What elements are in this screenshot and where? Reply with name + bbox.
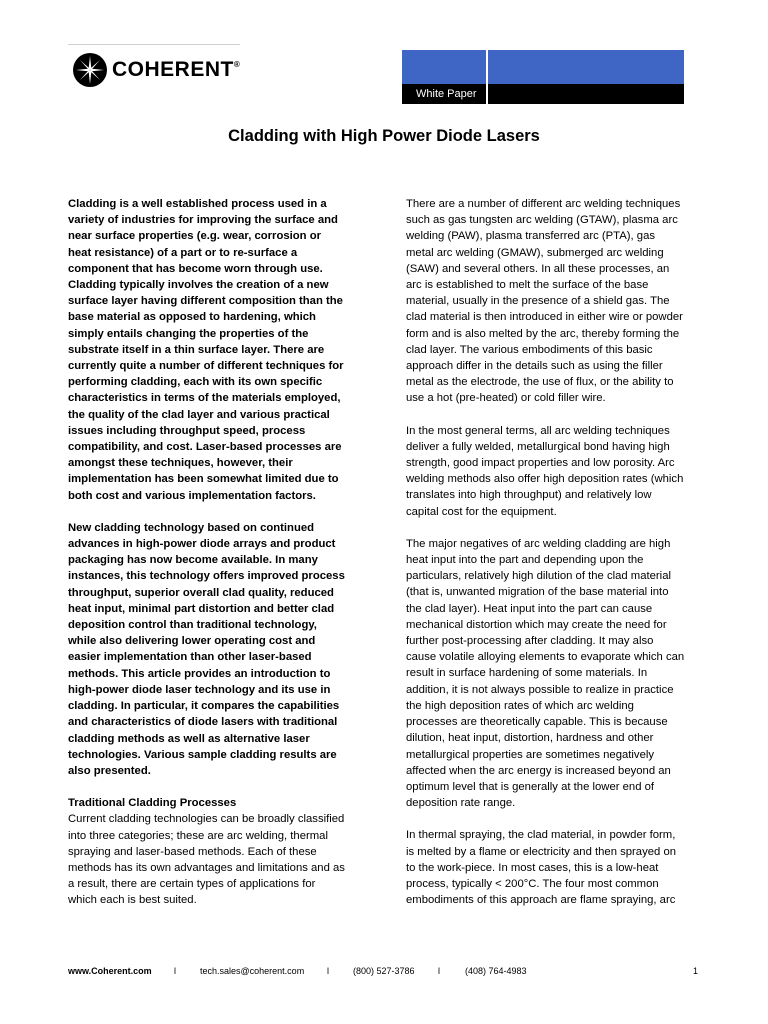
- text-line: easier implementation than other laser-based: [68, 651, 312, 664]
- text-line: clad material is then introduced in either wire or powder: [406, 311, 683, 324]
- text-line: the high deposition rates of which arc welding: [406, 699, 634, 712]
- page-footer: [68, 966, 700, 980]
- text-line: methods has its own advantages and limitations and as: [68, 861, 345, 874]
- text-line: (that is, unwanted migration of the base material into: [406, 586, 669, 599]
- text-line: technologies. Various sample cladding results are: [68, 748, 337, 761]
- text-line: metal arc welding (GMAW), submerged arc welding: [406, 246, 664, 259]
- text-line: New cladding technology based on continued: [68, 521, 315, 534]
- text-line: further post-processing after cladding. It may also: [406, 635, 654, 648]
- text-line: both cost and various implementation factors.: [68, 489, 316, 502]
- text-line: (SAW) and several others. In all these processes, an: [406, 262, 670, 275]
- text-line: deposition control than traditional technology,: [68, 619, 317, 632]
- document-title: Cladding with High Power Diode Lasers: [228, 127, 540, 145]
- text-line: base material as opposed to hardening, which: [68, 311, 316, 324]
- header-separator: [486, 84, 488, 104]
- text-line: clad layer. The various embodiments of this basic: [406, 343, 653, 356]
- right-column: [406, 196, 704, 924]
- text-line: welding methods also offer high deposition rates (which: [406, 473, 684, 486]
- footer-separator: l: [327, 966, 329, 976]
- text-line: Cladding typically involves the creation of a new: [68, 279, 329, 292]
- text-line: simply entails changing the properties of the: [68, 327, 309, 340]
- footer-email-link[interactable]: tech.sales@coherent.com: [200, 966, 305, 976]
- text-line: heat input, minimal part distortion and better clad: [68, 602, 335, 615]
- text-line: The major negatives of arc welding cladding are high: [406, 537, 671, 550]
- arc-welding-negatives-paragraph: [406, 536, 704, 811]
- text-line: deliver a fully welded, metallurgical bond having high: [406, 440, 670, 453]
- text-line: methods. This article provides an introduction to: [68, 667, 331, 680]
- arc-welding-paragraph: [406, 196, 704, 407]
- text-line: material, usually in the presence of a shield gas. The: [406, 295, 670, 308]
- section-paragraph: [68, 813, 345, 906]
- text-line: characteristics in terms of the materials employed,: [68, 392, 341, 405]
- starburst-logo-icon: [72, 52, 108, 88]
- text-line: strength, good impact properties and low porosity. Arc: [406, 457, 675, 470]
- text-line: surface layer having different composition than the: [68, 295, 343, 308]
- header-rule: [68, 44, 240, 45]
- text-line: optimum level that is generally at the lower end of: [406, 780, 655, 793]
- text-line: mechanical distortion which may create the need for: [406, 618, 667, 631]
- text-line: throughput, superior overall clad quality, reduced: [68, 586, 334, 599]
- text-line: a result, there are certain types of applications for: [68, 878, 316, 891]
- text-line: approach differ in the details such as using the filler: [406, 360, 663, 373]
- text-line: amongst these techniques, however, their: [68, 457, 293, 470]
- text-line: metal as the electrode, the use of flux, or the ability to: [406, 376, 674, 389]
- section-heading: Traditional Cladding Processes: [68, 797, 237, 810]
- text-line: component that has become worn through use.: [68, 262, 323, 275]
- text-line: arc is established to melt the surface of the base: [406, 279, 649, 292]
- page-number: 1: [693, 966, 699, 976]
- logo-wordmark: COHERENT®: [112, 58, 241, 81]
- text-line: the clad layer). Heat input into the part can cause: [406, 602, 653, 615]
- text-line: Current cladding technologies can be broadly classified: [68, 813, 345, 826]
- text-line: implementation has been somewhat limited due to: [68, 473, 339, 486]
- text-line: instances, this technology offers improved process: [68, 570, 345, 583]
- text-line: particulars, relatively high dilution of the clad material: [406, 570, 671, 583]
- text-line: which each is best suited.: [68, 894, 197, 907]
- text-line: cladding methods as well as alternative laser: [68, 732, 310, 745]
- text-line: variety of industries for improving the surface and: [68, 214, 338, 227]
- thermal-spraying-paragraph: [406, 827, 704, 908]
- text-line: In thermal spraying, the clad material, in powder form,: [406, 829, 676, 842]
- second-paragraph: [68, 520, 360, 779]
- text-line: and characteristics of diode lasers with traditional: [68, 716, 338, 729]
- text-line: compatibility, and cost. Laser-based processes are: [68, 441, 342, 454]
- footer-phone-2: (408) 764-4983: [465, 966, 527, 976]
- text-line: capital cost for the equipment.: [406, 505, 557, 518]
- text-line: metallurgical properties are sometimes negatively: [406, 748, 655, 761]
- text-line: near surface properties (e.g. wear, corrosion or: [68, 230, 322, 243]
- intro-paragraph: [68, 196, 360, 504]
- text-line: high-power diode laser technology and its use in: [68, 683, 331, 696]
- text-line: performing cladding, each with its own specific: [68, 376, 323, 389]
- footer-separator: l: [174, 966, 176, 976]
- text-line: packaging has now become available. In many: [68, 554, 318, 567]
- text-line: cladding. In particular, it compares the capabilities: [68, 700, 340, 713]
- text-line: substrate itself in a thin surface layer. There are: [68, 343, 325, 356]
- text-line: Cladding is a well established process used in a: [68, 198, 327, 210]
- text-line: heat input into the part and depending upon the: [406, 554, 644, 567]
- header-banner: [402, 50, 684, 104]
- text-line: deposition rate range.: [406, 797, 516, 810]
- footer-phone-1: (800) 527-3786: [353, 966, 415, 976]
- text-line: embodiments of this approach are flame spraying, arc: [406, 894, 676, 907]
- document-type-label: White Paper: [416, 88, 477, 100]
- text-line: form and is also melted by the arc, thereby forming the: [406, 327, 680, 340]
- text-line: is melted by a flame or electricity and then sprayed on: [406, 845, 677, 858]
- text-line: such as gas tungsten arc welding (GTAW), plasma arc: [406, 214, 678, 227]
- text-line: welding (PAW), plasma transferred arc (PTA), gas: [406, 230, 656, 243]
- left-column: [68, 196, 360, 925]
- text-line: processes are theoretically capable. This is because: [406, 716, 668, 729]
- text-line: cause volatile alloying elements to evaporate which can: [406, 651, 685, 664]
- text-line: process, typically < 200°C. The four most common: [406, 877, 659, 890]
- text-line: the quality of the clad layer and various practical: [68, 408, 330, 421]
- text-line: addition, it is not always possible to realize in practice: [406, 683, 674, 696]
- text-line: There are a number of different arc welding techniques: [406, 198, 681, 210]
- arc-welding-benefits-paragraph: [406, 423, 704, 520]
- header-blue-block-left: [402, 50, 486, 84]
- footer-separator: l: [438, 966, 440, 976]
- text-line: to the work-piece. In most cases, this is a low-heat: [406, 861, 659, 874]
- text-line: result in surface hardening of some materials. In: [406, 667, 648, 680]
- text-line: affected when the arc energy is increased beyond an: [406, 764, 671, 777]
- text-line: issues including throughput speed, process: [68, 424, 306, 437]
- text-line: advances in high-power diode arrays and product: [68, 538, 336, 551]
- footer-website-link[interactable]: www.Coherent.com: [68, 966, 152, 976]
- text-line: use a hot (pre-heated) or cold filler wire.: [406, 392, 606, 405]
- text-line: while also delivering lower operating cost and: [68, 635, 316, 648]
- traditional-cladding-section: [68, 795, 360, 908]
- header-blue-block-right: [488, 50, 684, 84]
- text-line: In the most general terms, all arc welding techniques: [406, 424, 670, 437]
- text-line: translates into high throughput) and relatively low: [406, 489, 652, 502]
- text-line: heat resistance) of a part or to re-surface a: [68, 246, 298, 259]
- text-line: also presented.: [68, 764, 151, 777]
- text-line: dilution, heat input, distortion, hardness and other: [406, 732, 654, 745]
- text-line: into three categories; these are arc welding, thermal: [68, 829, 328, 842]
- coherent-logo: [72, 52, 240, 88]
- text-line: spraying and laser-based methods. Each of these: [68, 845, 317, 858]
- text-line: currently quite a number of different techniques for: [68, 360, 344, 373]
